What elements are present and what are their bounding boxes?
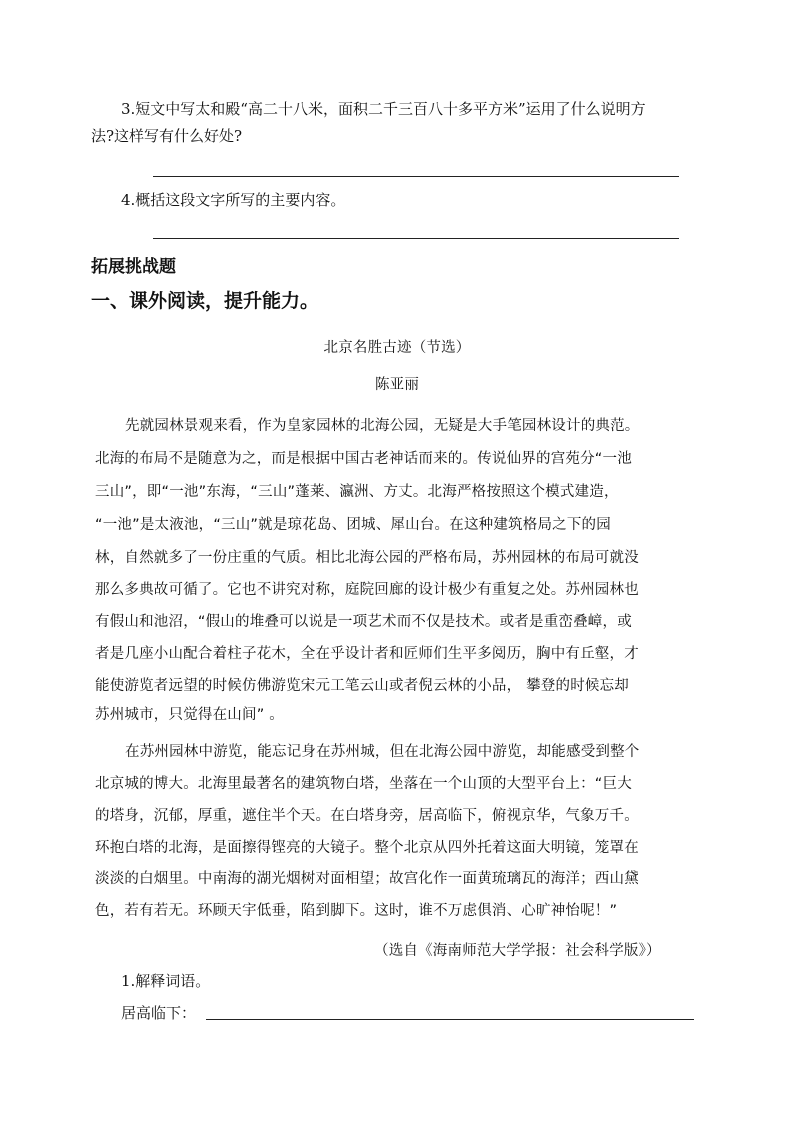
question-1-term: 居高临下： [121, 1004, 197, 1022]
para2-line: 环抱白塔的北海，是面擦得铿亮的大镜子。整个北京从四外托着这面大明镜，笼罩在 [95, 840, 639, 856]
article-title: 北京名胜古迹（节选） [323, 340, 471, 356]
para1-line: “一池”是太液池，“三山”就是琼花岛、团城、犀山台。在这种建筑格局之下的园 [95, 517, 611, 533]
para1-line: 有假山和池沼，“假山的堆叠可以说是一项艺术而不仅是技术。或者是重峦叠嶂，或 [95, 614, 632, 630]
para1-line: 苏州城市，只觉得在山间” 。 [95, 707, 284, 723]
para1-line: 三山”，即“一池”东海，“三山”蓬莱、瀛洲、方丈。北海严格按照这个模式建造， [95, 484, 619, 500]
section-subheading: 一、课外阅读，提升能力。 [91, 290, 320, 312]
para1-line: 那么多典故可循了。它也不讲究对称，庭院回廊的设计极少有重复之处。苏州园林也 [95, 582, 639, 598]
question-4: 4.概括这段文字所写的主要内容。 [121, 191, 346, 209]
para2-line: 的塔身，沉郁，厚重，遮住半个天。在白塔身旁，居高临下，俯视京华，气象万千。 [95, 808, 639, 824]
para1-line: 林，自然就多了一份庄重的气质。相比北海公园的严格布局，苏州园林的布局可就没 [95, 550, 639, 566]
para1-line: 能使游览者远望的时候仿佛游览宋元工笔云山或者倪云林的小品， 攀登的时候忘却 [95, 678, 630, 694]
article-source: （选自《海南师范大学学报：社会科学版》） [374, 943, 661, 959]
answer-line-q4[interactable] [153, 238, 679, 239]
question-3-line-2: 法?这样写有什么好处? [91, 127, 243, 145]
article-author: 陈亚丽 [374, 377, 420, 393]
para1-line: 者是几座小山配合着柱子花木，全在乎设计者和匠师们生平多阅历，胸中有丘壑，才 [95, 646, 639, 662]
question-1: 1.解释词语。 [121, 972, 211, 990]
para2-line: 北京城的博大。北海里最著名的建筑物白塔，坐落在一个山顶的大型平台上：“巨大 [95, 776, 632, 792]
answer-line-term[interactable] [206, 1019, 694, 1020]
para2-line: 色，若有若无。环顾天宇低垂，陷到脚下。这时，谁不万虑俱消、心旷神怡呢！” [95, 903, 618, 919]
para1-line: 先就园林景观来看，作为皇家园林的北海公园，无疑是大手笔园林设计的典范。 [125, 418, 640, 434]
para1-line: 北海的布局不是随意为之，而是根据中国古老神话而来的。传说仙界的宫苑分“一池 [95, 451, 632, 467]
question-3-line-1: 3.短文中写太和殿“高二十八米，面积二千三百八十多平方米”运用了什么说明方 [121, 100, 646, 118]
section-heading: 拓展挑战题 [91, 257, 176, 277]
answer-line-q3[interactable] [153, 176, 679, 177]
para2-line: 淡淡的白烟里。中南海的湖光烟树对面相望；故宫化作一面黄琉璃瓦的海洋；西山黛 [95, 871, 639, 887]
para2-line: 在苏州园林中游览，能忘记身在苏州城，但在北海公园中游览，却能感受到整个 [125, 744, 640, 760]
